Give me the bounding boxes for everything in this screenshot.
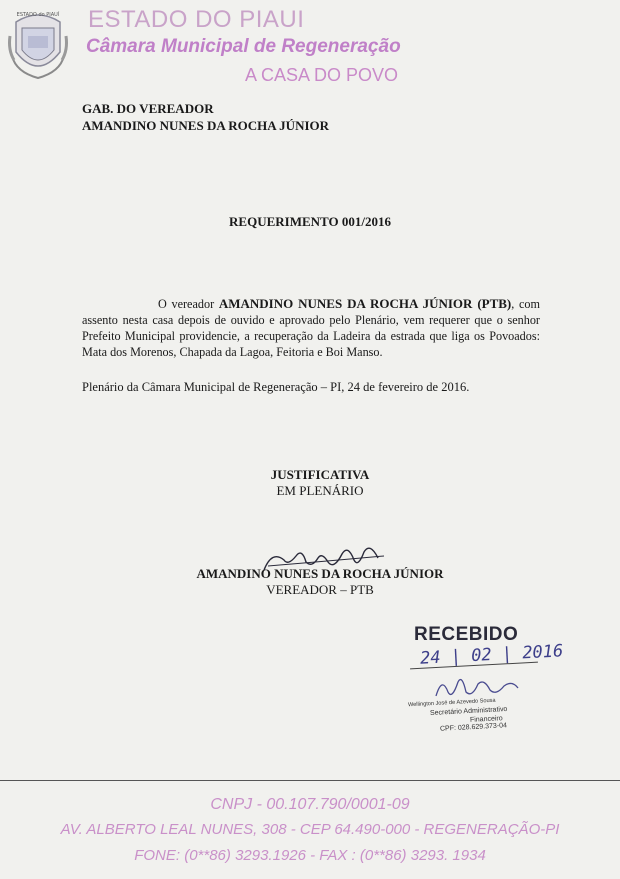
justification-subtitle: EM PLENÁRIO bbox=[276, 483, 364, 498]
letterhead-state: ESTADO DO PIAUI bbox=[88, 6, 305, 33]
body-councilor: AMANDINO NUNES DA ROCHA JÚNIOR (PTB) bbox=[218, 296, 512, 311]
coat-of-arms-icon bbox=[6, 6, 70, 82]
official-signature-icon bbox=[432, 672, 522, 702]
letterhead-motto: A CASA DO POVO bbox=[245, 65, 399, 85]
footer-address: AV. ALBERTO LEAL NUNES, 308 - CEP 64.490-000 - REGENERAÇÃO-PI bbox=[60, 821, 560, 838]
justification-title: JUSTIFICATIVA bbox=[270, 467, 370, 482]
official-cpf: CPF: 028.629.373-04 bbox=[439, 722, 508, 733]
footer-divider bbox=[0, 780, 620, 781]
official-title-2: Financeiro bbox=[469, 715, 503, 724]
office-block bbox=[82, 100, 329, 134]
justification-block bbox=[0, 467, 620, 499]
body-lead: O vereador bbox=[158, 297, 219, 311]
received-stamp-label: RECEBIDO bbox=[414, 624, 519, 645]
official-title-1: Secretário Administrativo bbox=[429, 705, 508, 718]
document-title: REQUERIMENTO 001/2016 bbox=[229, 214, 391, 229]
letterhead-chamber: Câmara Municipal de Regeneração bbox=[86, 36, 401, 57]
body-text: , com assento nesta casa depois de ouvido e aprovado pelo Plenário, vem requerer que o senhor Prefeito Municipal providencie, a recuperação da Ladeira da estrada que liga os Povoados: Mata dos Morenos, Chapada da Lagoa, Feitoria e Boi Manso. bbox=[82, 297, 540, 359]
office-line-2: AMANDINO NUNES DA ROCHA JÚNIOR bbox=[82, 118, 330, 133]
request-body bbox=[82, 296, 540, 360]
crest-text: ESTADO do PIAUÍ bbox=[16, 12, 60, 18]
signatory-role: VEREADOR – PTB bbox=[266, 582, 374, 597]
official-name: Wellington José de Azevedo Sousa bbox=[407, 697, 496, 709]
place-date: Plenário da Câmara Municipal de Regeneração – PI, 24 de fevereiro de 2016. bbox=[82, 380, 470, 394]
office-line-1: GAB. DO VEREADOR bbox=[82, 101, 214, 116]
received-stamp-date: 24 | 02 | 2016 bbox=[419, 641, 564, 669]
footer-phone: FONE: (0**86) 3293.1926 - FAX : (0**86) 3293. 1934 bbox=[134, 847, 486, 864]
footer-cnpj: CNPJ - 00.107.790/0001-09 bbox=[210, 796, 410, 813]
signatory-name: AMANDINO NUNES DA ROCHA JÚNIOR bbox=[196, 566, 444, 581]
